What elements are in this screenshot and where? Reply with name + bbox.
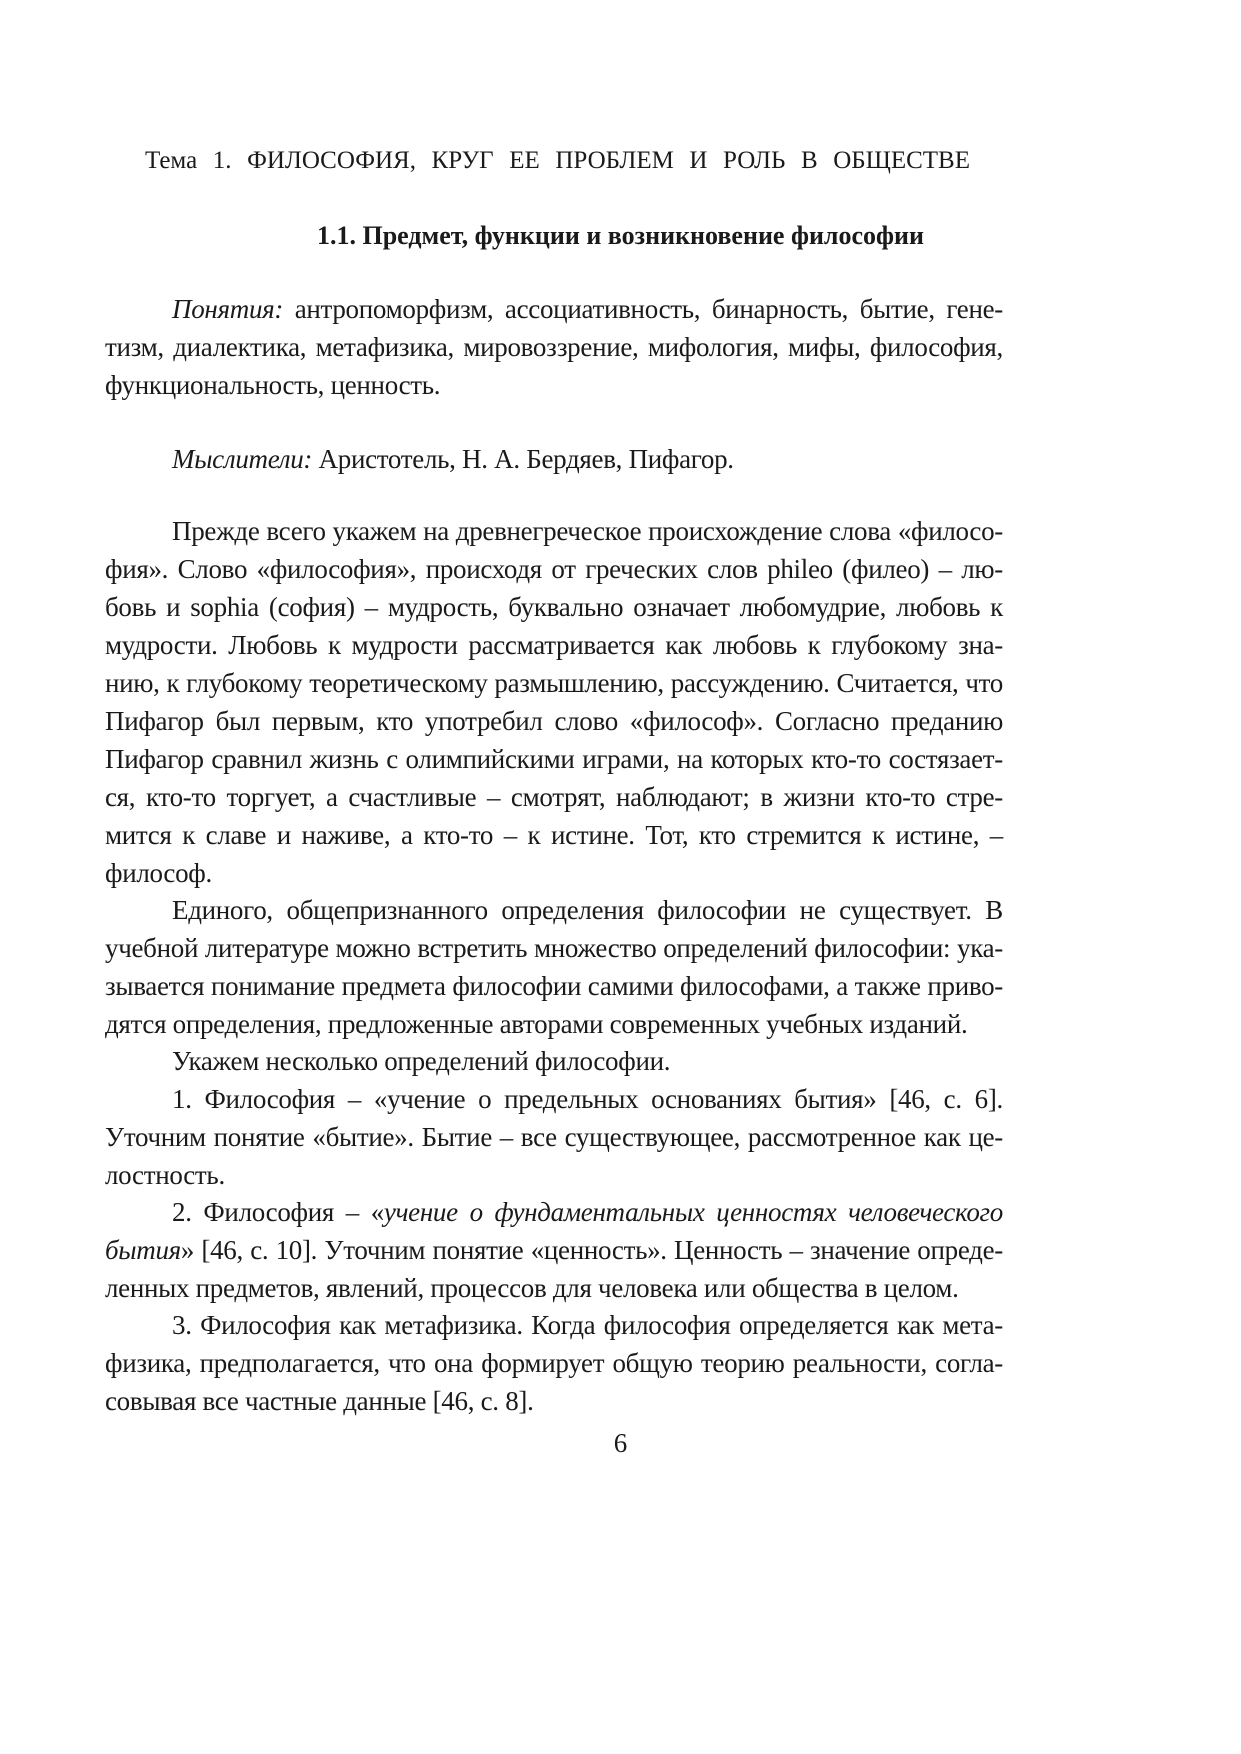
concepts-line: функциональность, ценность.	[105, 370, 441, 400]
text-line: физика, предполагается, что она формирует общую теорию реальности, согла-	[105, 1348, 1003, 1378]
concepts-line: тизм, диалектика, метафизика, мировоззрение, мифология, мифы, философия,	[105, 332, 1003, 362]
text-line: Пифагор был первым, кто употребил слово «философ». Согласно преданию	[105, 706, 1003, 736]
thinkers-text: Аристотель, Н. А. Бердяев, Пифагор.	[312, 444, 734, 474]
italic-quote: учение о фундаментальных ценностях человеческого	[383, 1197, 1003, 1227]
text-line: мится к славе и наживе, а кто-то – к истине. Тот, кто стремится к истине, –	[105, 820, 1003, 850]
concepts-text: антропоморфизм, ассоциативность, бинарность, бытие, гене-	[283, 294, 1003, 324]
text-line: зывается понимание предмета философии самими философами, а также приво-	[105, 971, 1003, 1001]
text-line: бовь и sophia (софия) – мудрость, буквально означает любомудрие, любовь к	[105, 592, 1003, 622]
text-line	[172, 1193, 1003, 1231]
page-number: 6	[613, 1428, 628, 1458]
text-line: лостность.	[105, 1160, 225, 1190]
text-line: мудрости. Любовь к мудрости рассматривается как любовь к глубокому зна-	[105, 630, 1003, 660]
text-line: совывая все частные данные [46, с. 8].	[105, 1386, 534, 1416]
text-line: нию, к глубокому теоретическому размышлению, рассуждению. Считается, что	[105, 668, 1003, 698]
text-line	[105, 1231, 1003, 1269]
text-line: 3. Философия как метафизика. Когда философия определяется как мета-	[172, 1310, 1003, 1340]
text-line: Укажем несколько определений философии.	[172, 1046, 671, 1076]
thinkers-label: Мыслители:	[172, 444, 313, 474]
text-line: философ.	[105, 858, 212, 888]
text-line: Пифагор сравнил жизнь с олимпийскими играми, на которых кто-то состязает-	[105, 744, 1003, 774]
text-line: Уточним понятие «бытие». Бытие – все существующее, рассмотренное как це-	[105, 1122, 1003, 1152]
concepts-line	[172, 290, 1003, 328]
text-line: ленных предметов, явлений, процессов для человека или общества в целом.	[105, 1273, 959, 1303]
thinkers-line	[172, 440, 1003, 478]
italic-quote: бытия	[105, 1235, 181, 1265]
text-line: дятся определения, предложенные авторами современных учебных изданий.	[105, 1009, 968, 1039]
text-line: 1. Философия – «учение о предельных основаниях бытия» [46, с. 6].	[172, 1084, 1003, 1114]
section-heading: 1.1. Предмет, функции и возникновение философии	[316, 221, 925, 250]
text-line: Прежде всего укажем на древнегреческое происхождение слова «филосо-	[172, 516, 1003, 546]
topic-title: Тема 1. ФИЛОСОФИЯ, КРУГ ЕЕ ПРОБЛЕМ И РОЛЬ В ОБЩЕСТВЕ	[145, 147, 970, 174]
text-line: Единого, общепризнанного определения философии не существует. В	[172, 895, 1003, 925]
text-segment: » [46, с. 10]. Уточним понятие «ценность». Ценность – значение опреде-	[180, 1235, 1003, 1265]
concepts-label: Понятия:	[172, 294, 284, 324]
text-line: ся, кто-то торгует, а счастливые – смотрят, наблюдают; в жизни кто-то стре-	[105, 782, 1003, 812]
text-segment: 2. Философия – «	[172, 1197, 384, 1227]
text-line: учебной литературе можно встретить множество определений философии: ука-	[105, 933, 1003, 963]
text-line: фия». Слово «философия», происходя от греческих слов phileo (филео) – лю-	[105, 554, 1003, 584]
